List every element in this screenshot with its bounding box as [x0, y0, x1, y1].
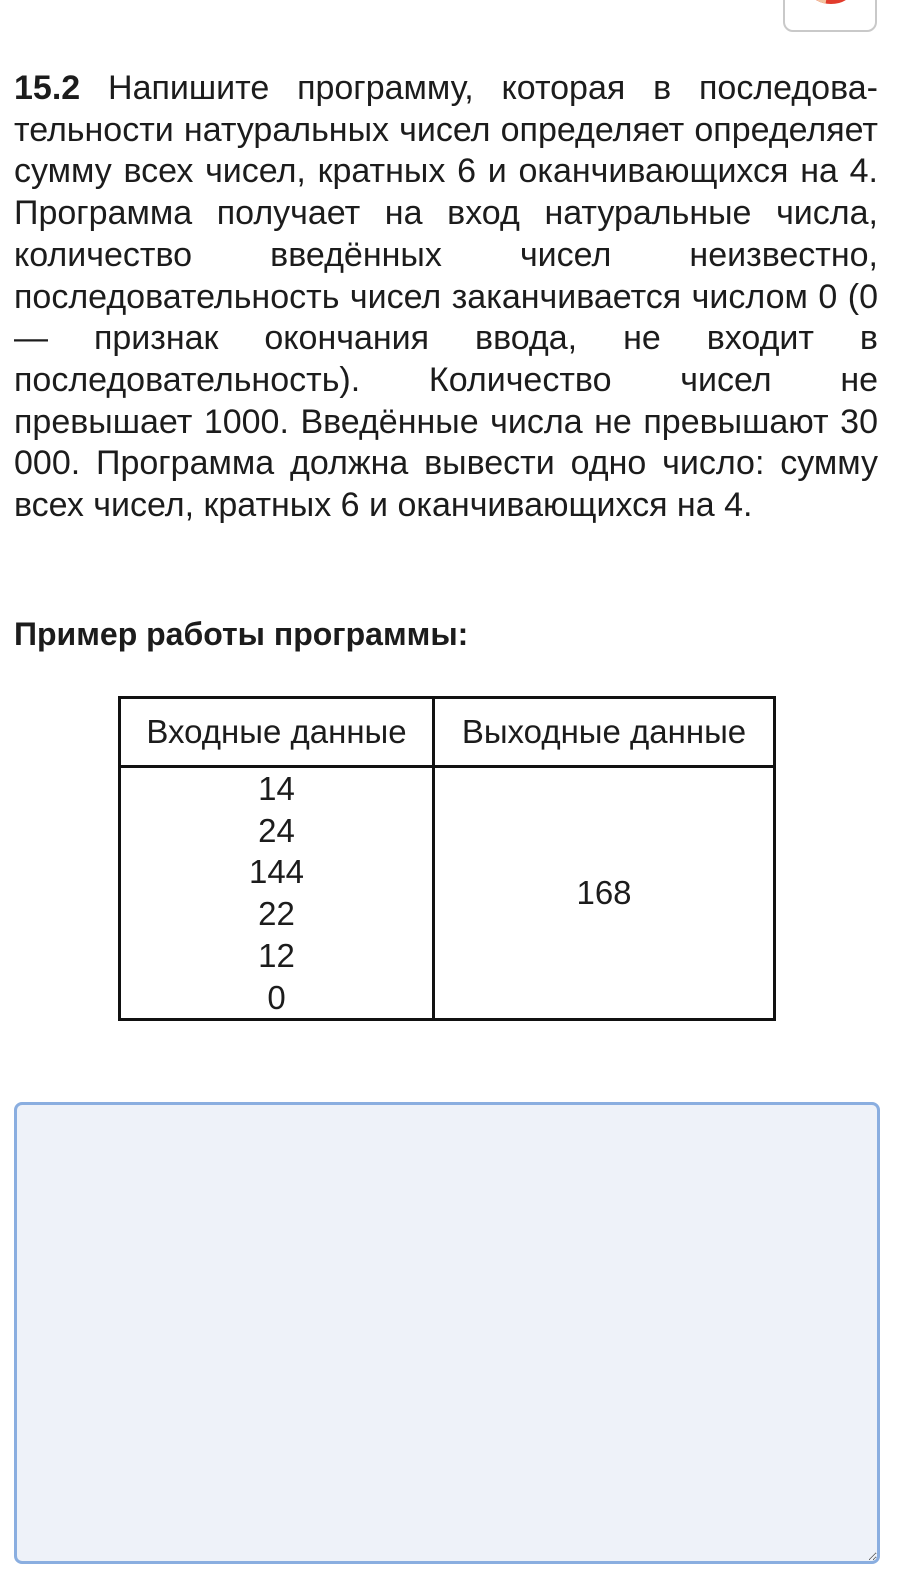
help-button[interactable]: [783, 0, 877, 32]
input-line: 144: [248, 853, 305, 891]
input-line: 14: [258, 770, 295, 807]
input-data-cell: [120, 767, 434, 1020]
output-header: Выходные данные: [434, 698, 775, 767]
input-line: 24: [258, 811, 295, 849]
lifebuoy-icon: [809, 0, 853, 8]
example-title: Пример работы программы:: [14, 616, 469, 652]
example-table: [118, 696, 776, 1021]
answer-input[interactable]: [14, 1102, 880, 1564]
input-header: Входные данные: [120, 698, 434, 767]
input-line: 22: [258, 895, 295, 933]
task-statement: [14, 68, 878, 527]
input-line: 12: [258, 936, 295, 974]
table-header-row: [120, 698, 775, 767]
input-line: 0: [267, 978, 286, 1016]
task-number: 15.2: [14, 69, 81, 107]
task-text: Напишите программу, которая в последовательности натуральных чисел определяет определяет сумму всех чисел, кратных 6 и оканчивающихся на 4. Программа получает на вход натуральные числа, количество введённых чисел неизвестно, последовательность чисел заканчивается числом 0 (0 — признак окончания ввода, не входит в последовательность). Количество чисел не превышает 1000. Введённые числа не превышают 30 000. Программа должна вывести одно число: сумму всех чисел, кратных 6 и оканчивающихся на 4.: [14, 69, 878, 525]
table-row: [120, 767, 775, 1020]
output-data-cell: 168: [434, 767, 775, 1020]
